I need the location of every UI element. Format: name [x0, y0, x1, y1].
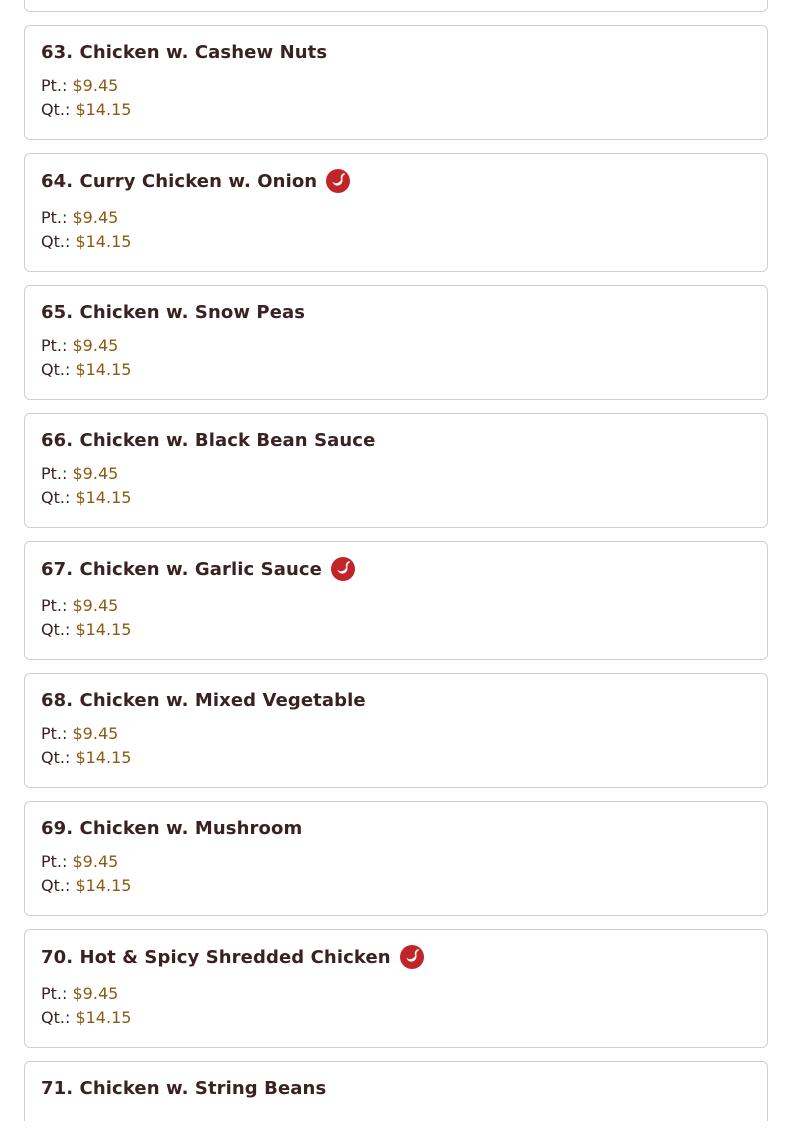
pint-price-line — [41, 596, 118, 615]
pint-label: Pt.: — [41, 984, 68, 1003]
quart-label: Qt.: — [41, 748, 71, 767]
pint-price-line — [41, 336, 118, 355]
chili-pepper-icon — [326, 169, 350, 193]
pint-price: $9.45 — [72, 76, 119, 95]
quart-label: Qt.: — [41, 1008, 71, 1027]
pint-price-line — [41, 724, 118, 743]
menu-item-list — [24, 0, 768, 1134]
pint-price: $9.45 — [72, 464, 119, 483]
pint-label: Pt.: — [41, 852, 68, 871]
menu-item-card[interactable] — [24, 413, 768, 528]
pint-price: $9.45 — [72, 208, 119, 227]
menu-item-card[interactable] — [24, 1061, 768, 1121]
pint-label: Pt.: — [41, 336, 68, 355]
menu-item-title: 68. Chicken w. Mixed Vegetable — [41, 689, 366, 711]
quart-label: Qt.: — [41, 488, 71, 507]
quart-price-line — [41, 232, 131, 251]
quart-label: Qt.: — [41, 360, 71, 379]
quart-price-line — [41, 876, 131, 895]
menu-item-card[interactable] — [24, 541, 768, 660]
quart-price-line — [41, 748, 131, 767]
pint-label: Pt.: — [41, 208, 68, 227]
menu-item-title-row — [41, 688, 366, 712]
quart-label: Qt.: — [41, 876, 71, 895]
menu-item-title-row — [41, 816, 302, 840]
menu-item-card[interactable] — [24, 801, 768, 916]
chili-pepper-icon — [331, 557, 355, 581]
pint-label: Pt.: — [41, 596, 68, 615]
pint-price: $9.45 — [72, 852, 119, 871]
menu-item-title-row — [41, 428, 375, 452]
menu-item-card[interactable] — [24, 0, 768, 12]
quart-price: $14.15 — [75, 876, 132, 895]
menu-item-card[interactable] — [24, 929, 768, 1048]
menu-item-card[interactable] — [24, 673, 768, 788]
menu-item-title: 70. Hot & Spicy Shredded Chicken — [41, 946, 391, 968]
menu-item-title: 63. Chicken w. Cashew Nuts — [41, 41, 328, 63]
pint-price: $9.45 — [72, 336, 119, 355]
quart-price-line — [41, 620, 131, 639]
quart-price: $14.15 — [75, 488, 132, 507]
pint-price-line — [41, 208, 118, 227]
menu-item-title-row — [41, 1076, 326, 1100]
quart-price: $14.15 — [75, 100, 132, 119]
menu-item-title-row — [41, 942, 424, 972]
quart-price: $14.15 — [75, 232, 132, 251]
menu-item-card[interactable] — [24, 25, 768, 140]
menu-item-title-row — [41, 554, 355, 584]
pint-price: $9.45 — [72, 724, 119, 743]
chili-pepper-icon — [400, 945, 424, 969]
menu-item-title-row — [41, 166, 350, 196]
pint-price-line — [41, 852, 118, 871]
quart-price: $14.15 — [75, 360, 132, 379]
menu-item-title: 65. Chicken w. Snow Peas — [41, 301, 306, 323]
pint-label: Pt.: — [41, 76, 68, 95]
quart-price: $14.15 — [75, 620, 132, 639]
menu-item-card[interactable] — [24, 153, 768, 272]
menu-item-title: 67. Chicken w. Garlic Sauce — [41, 558, 322, 580]
pint-label: Pt.: — [41, 724, 68, 743]
pint-price-line — [41, 76, 118, 95]
pint-price: $9.45 — [72, 596, 119, 615]
pint-price-line — [41, 984, 118, 1003]
pint-price-line — [41, 464, 118, 483]
quart-label: Qt.: — [41, 620, 71, 639]
menu-item-card[interactable] — [24, 285, 768, 400]
quart-price-line — [41, 360, 131, 379]
menu-item-title: 69. Chicken w. Mushroom — [41, 817, 303, 839]
menu-item-title-row — [41, 300, 305, 324]
menu-item-title-row — [41, 40, 327, 64]
quart-price-line — [41, 488, 131, 507]
quart-price: $14.15 — [75, 748, 132, 767]
menu-item-title: 71. Chicken w. String Beans — [41, 1077, 327, 1099]
menu-item-title: 64. Curry Chicken w. Onion — [41, 170, 318, 192]
menu-item-title: 66. Chicken w. Black Bean Sauce — [41, 429, 376, 451]
quart-price: $14.15 — [75, 1008, 132, 1027]
quart-label: Qt.: — [41, 232, 71, 251]
quart-price-line — [41, 1008, 131, 1027]
pint-price: $9.45 — [72, 984, 119, 1003]
quart-price-line — [41, 100, 131, 119]
quart-label: Qt.: — [41, 100, 71, 119]
pint-label: Pt.: — [41, 464, 68, 483]
